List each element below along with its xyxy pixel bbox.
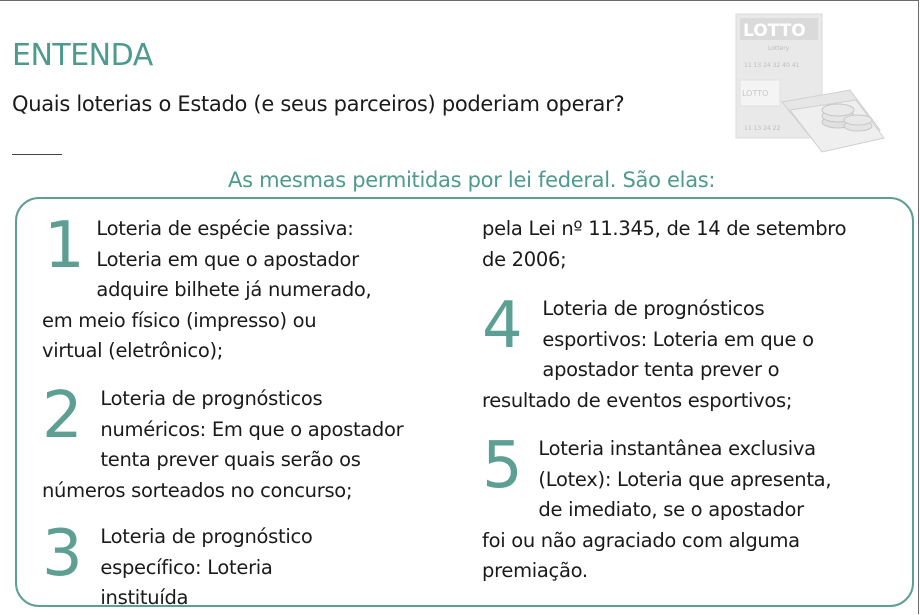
list-item-1 (42, 209, 382, 367)
ticket2-title: LOTTO (742, 89, 769, 98)
list-item-4 (482, 289, 862, 416)
list-item-2 (42, 379, 417, 506)
question-text: Quais loterias o Estado (e seus parceiros) poderiam operar? (12, 92, 625, 116)
item-number: 4 (482, 289, 523, 363)
list-item-3 (42, 517, 417, 614)
item-text: Loteria instantânea exclusiva (Lotex): Loteria que apresenta, de imediato, se o apostador foi ou não agraciado com alguma premiação. (482, 437, 832, 582)
ticket-subtitle: Lottery (768, 45, 790, 52)
ticket-numbers: 11 13 24 32 40 41 (744, 62, 800, 69)
subtitle: As mesmas permitidas por lei federal. São elas: (228, 168, 716, 192)
page-title: ENTENDA (12, 38, 153, 73)
item-text: Loteria de prognóstico específico: Loteria instituída (100, 525, 313, 609)
item-number: 5 (482, 429, 523, 503)
divider (12, 154, 62, 155)
ticket2-numbers: 11 13 24 22 (744, 125, 781, 132)
lottery-ticket-icon (730, 10, 890, 160)
list-item-3-continued (482, 214, 862, 275)
item-text: Loteria de prognósticos esportivos: Loteria em que o apostador tenta prever o resultado de eventos esportivos; (482, 297, 814, 412)
item-text: pela Lei nº 11.345, de 14 de setembro de 2006; (482, 217, 847, 271)
item-number: 2 (42, 379, 83, 453)
item-number: 1 (44, 209, 85, 283)
ticket-title: LOTTO (743, 21, 806, 41)
item-number: 3 (42, 517, 83, 591)
item-text: Loteria de prognósticos numéricos: Em que o apostador tenta prever quais serão os números sorteados no concurso; (42, 387, 404, 502)
list-item-5 (482, 429, 832, 587)
item-text: Loteria de espécie passiva: Loteria em que o apostador adquire bilhete já numerado, em meio físico (impresso) ou virtual (eletrônico); (42, 217, 372, 362)
